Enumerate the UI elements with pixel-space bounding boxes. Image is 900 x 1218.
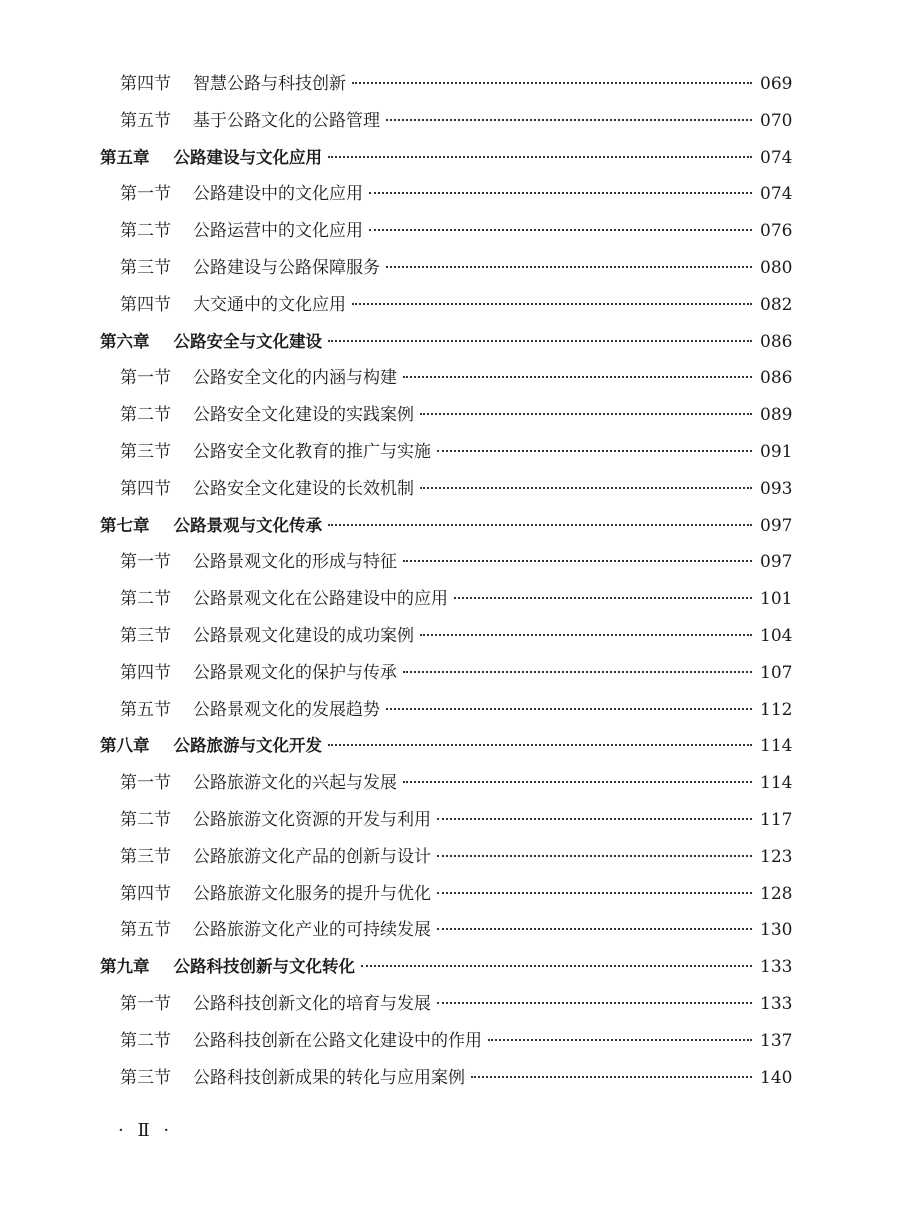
toc-entry-number: 第五章 [100, 147, 150, 167]
toc-section-entry [100, 213, 792, 250]
toc-entry-number: 第五节 [120, 920, 171, 941]
toc-entry-page: 123 [760, 846, 793, 867]
dot-leader [369, 192, 752, 194]
toc-section-entry [100, 66, 792, 103]
toc-entry-number: 第一节 [120, 773, 171, 794]
dot-leader [386, 266, 752, 268]
dot-leader [403, 781, 752, 783]
toc-chapter-entry [100, 140, 792, 177]
toc-entry-title: 公路景观文化的发展趋势 [193, 699, 380, 720]
toc-entry-title: 公路景观文化建设的成功案例 [193, 625, 414, 646]
toc-entry-page: 069 [760, 74, 793, 94]
dot-leader [420, 413, 752, 415]
dot-leader [454, 597, 752, 599]
toc-section-entry [100, 802, 792, 839]
toc-entry-number: 第一节 [120, 368, 171, 389]
toc-section-entry [100, 250, 792, 287]
toc-entry-number: 第三节 [120, 441, 171, 462]
toc-entry-number: 第三节 [120, 846, 171, 867]
dot-leader [488, 1039, 752, 1041]
toc-entry-number: 第一节 [120, 993, 171, 1014]
toc-entry-title: 公路建设中的文化应用 [193, 184, 363, 205]
toc-section-entry [100, 581, 792, 618]
toc-entry-number: 第二节 [120, 405, 171, 426]
toc-entry-title: 公路旅游文化产业的可持续发展 [193, 920, 431, 941]
toc-entry-number: 第三节 [120, 257, 171, 278]
toc-entry-title: 公路运营中的文化应用 [193, 221, 363, 242]
dot-leader [437, 818, 752, 820]
toc-entry-page: 074 [760, 184, 793, 205]
toc-section-entry [100, 544, 792, 581]
dot-leader [328, 156, 752, 158]
toc-entry-title: 大交通中的文化应用 [193, 294, 346, 315]
page-number-footer: · Ⅱ · [118, 1120, 174, 1141]
toc-entry-title: 公路安全文化建设的长效机制 [193, 478, 414, 499]
toc-entry-page: 114 [760, 773, 793, 794]
dot-leader [328, 524, 752, 526]
toc-entry-title: 公路科技创新文化的培育与发展 [193, 993, 431, 1014]
toc-entry-page: 089 [760, 405, 793, 426]
toc-section-entry [100, 287, 792, 324]
toc-section-entry [100, 397, 792, 434]
toc-section-entry [100, 1023, 792, 1060]
toc-entry-number: 第九章 [100, 957, 150, 977]
table-of-contents [100, 66, 792, 1096]
toc-section-entry [100, 618, 792, 655]
toc-entry-title: 公路安全文化建设的实践案例 [193, 405, 414, 426]
toc-entry-page: 074 [760, 147, 793, 168]
toc-entry-page: 076 [760, 221, 793, 242]
toc-entry-page: 140 [760, 1067, 793, 1088]
toc-entry-number: 第四节 [120, 662, 171, 683]
toc-entry-number: 第五节 [120, 110, 171, 131]
toc-entry-page: 086 [760, 368, 793, 389]
toc-entry-number: 第三节 [120, 1067, 171, 1088]
dot-leader [437, 928, 752, 930]
dot-leader [420, 634, 752, 636]
dot-leader [386, 119, 752, 121]
toc-entry-page: 082 [760, 294, 793, 315]
toc-entry-page: 086 [760, 331, 793, 352]
toc-entry-number: 第五节 [120, 699, 171, 720]
toc-entry-number: 第二节 [120, 589, 171, 610]
dot-leader [403, 560, 752, 562]
toc-chapter-entry [100, 324, 792, 361]
toc-entry-number: 第八章 [100, 736, 150, 756]
toc-entry-page: 137 [760, 1030, 793, 1051]
toc-entry-page: 133 [760, 957, 793, 978]
toc-list [100, 66, 792, 1096]
dot-leader [437, 855, 752, 857]
toc-entry-title: 公路科技创新与文化转化 [173, 957, 355, 977]
toc-entry-page: 097 [760, 552, 793, 573]
toc-entry-number: 第二节 [120, 809, 171, 830]
toc-entry-number: 第六章 [100, 331, 150, 351]
toc-entry-page: 130 [760, 920, 793, 941]
dot-leader [403, 376, 752, 378]
toc-entry-number: 第四节 [120, 74, 171, 94]
toc-section-entry [100, 176, 792, 213]
toc-section-entry [100, 360, 792, 397]
toc-entry-title: 公路安全与文化建设 [173, 331, 322, 351]
toc-entry-page: 091 [760, 441, 793, 462]
dot-leader [437, 1002, 752, 1004]
toc-section-entry [100, 103, 792, 140]
dot-leader [403, 671, 752, 673]
toc-entry-title: 公路旅游与文化开发 [173, 736, 322, 756]
toc-entry-number: 第一节 [120, 552, 171, 573]
toc-section-entry [100, 434, 792, 471]
toc-chapter-entry [100, 728, 792, 765]
toc-entry-page: 097 [760, 515, 793, 536]
toc-entry-title: 公路安全文化教育的推广与实施 [193, 441, 431, 462]
toc-entry-page: 128 [760, 883, 793, 904]
toc-entry-title: 公路建设与公路保障服务 [193, 257, 380, 278]
dot-leader [352, 303, 752, 305]
toc-section-entry [100, 765, 792, 802]
dot-leader [328, 340, 752, 342]
toc-entry-page: 107 [760, 662, 793, 683]
toc-chapter-entry [100, 949, 792, 986]
toc-entry-number: 第七章 [100, 515, 150, 535]
toc-chapter-entry [100, 508, 792, 545]
toc-entry-title: 公路旅游文化的兴起与发展 [193, 773, 397, 794]
dot-leader [437, 450, 752, 452]
toc-entry-title: 公路旅游文化产品的创新与设计 [193, 846, 431, 867]
toc-entry-number: 第四节 [120, 478, 171, 499]
dot-leader [437, 892, 752, 894]
toc-entry-number: 第四节 [120, 883, 171, 904]
toc-entry-title: 公路景观文化的保护与传承 [193, 662, 397, 683]
toc-entry-title: 公路旅游文化资源的开发与利用 [193, 809, 431, 830]
toc-entry-title: 公路建设与文化应用 [173, 147, 322, 167]
dot-leader [471, 1076, 752, 1078]
toc-entry-title: 公路安全文化的内涵与构建 [193, 368, 397, 389]
toc-entry-title: 公路景观文化在公路建设中的应用 [193, 589, 448, 610]
dot-leader [386, 708, 752, 710]
toc-section-entry [100, 471, 792, 508]
toc-entry-page: 070 [760, 110, 793, 131]
toc-section-entry [100, 986, 792, 1023]
toc-section-entry [100, 692, 792, 729]
toc-section-entry [100, 876, 792, 913]
toc-section-entry [100, 839, 792, 876]
toc-entry-title: 智慧公路与科技创新 [193, 74, 346, 94]
dot-leader [361, 965, 752, 967]
toc-entry-number: 第二节 [120, 1030, 171, 1051]
dot-leader [420, 487, 752, 489]
toc-entry-number: 第三节 [120, 625, 171, 646]
toc-entry-title: 公路景观与文化传承 [173, 515, 322, 535]
toc-entry-page: 112 [760, 699, 793, 720]
toc-section-entry [100, 655, 792, 692]
toc-entry-page: 114 [760, 736, 793, 757]
toc-entry-title: 公路科技创新在公路文化建设中的作用 [193, 1030, 482, 1051]
toc-section-entry [100, 1060, 792, 1097]
toc-entry-title: 基于公路文化的公路管理 [193, 110, 380, 131]
toc-entry-page: 117 [760, 809, 793, 830]
toc-entry-title: 公路科技创新成果的转化与应用案例 [193, 1067, 465, 1088]
toc-entry-page: 101 [760, 589, 793, 610]
dot-leader [369, 229, 752, 231]
toc-entry-page: 093 [760, 478, 793, 499]
toc-entry-page: 080 [760, 257, 793, 278]
dot-leader [352, 82, 752, 84]
dot-leader [328, 744, 752, 746]
toc-section-entry [100, 912, 792, 949]
toc-entry-number: 第二节 [120, 221, 171, 242]
toc-entry-number: 第四节 [120, 294, 171, 315]
toc-entry-title: 公路旅游文化服务的提升与优化 [193, 883, 431, 904]
toc-entry-number: 第一节 [120, 184, 171, 205]
toc-entry-page: 133 [760, 993, 793, 1014]
toc-entry-title: 公路景观文化的形成与特征 [193, 552, 397, 573]
toc-entry-page: 104 [760, 625, 793, 646]
